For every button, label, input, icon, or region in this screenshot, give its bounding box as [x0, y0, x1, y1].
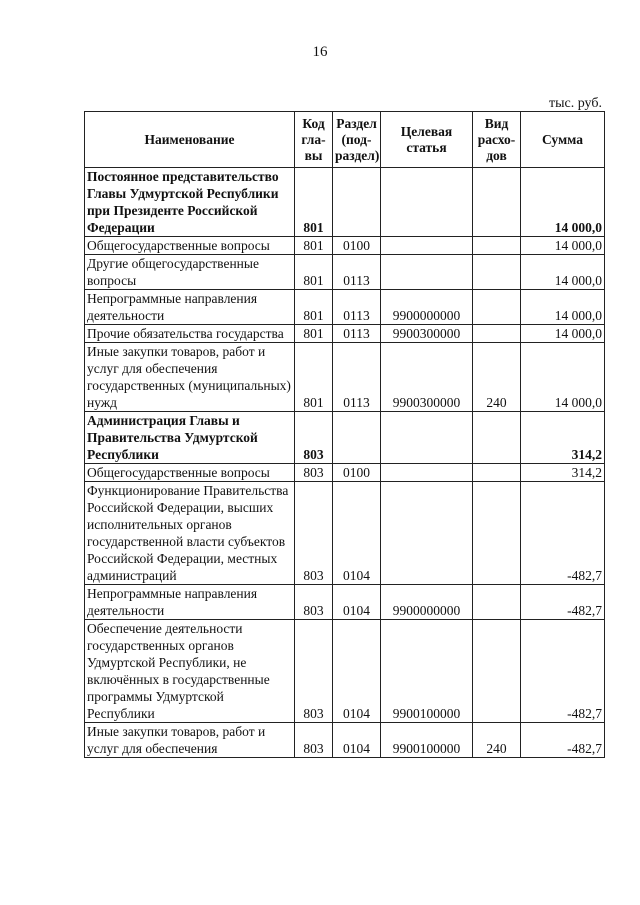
cell-target: 9900100000	[381, 620, 473, 723]
cell-target: 9900000000	[381, 290, 473, 325]
cell-name: Постоянное представительство Главы Удмуртской Республики при Президенте Российской Федерации	[85, 168, 295, 237]
table-row	[85, 343, 605, 412]
table-row	[85, 325, 605, 343]
cell-section: 0104	[333, 620, 381, 723]
cell-name: Другие общегосударственные вопросы	[85, 255, 295, 290]
cell-section: 0104	[333, 585, 381, 620]
cell-name: Функционирование Правительства Российской Федерации, высших исполнительных органов государственной власти субъектов Российской Федерации, местных администраций	[85, 482, 295, 585]
cell-target	[381, 255, 473, 290]
table-row	[85, 620, 605, 723]
cell-section	[333, 412, 381, 464]
header-expense-type: Вид расхо-дов	[473, 112, 521, 168]
cell-code: 801	[295, 255, 333, 290]
cell-section: 0113	[333, 290, 381, 325]
header-code: Код гла-вы	[295, 112, 333, 168]
cell-name: Администрация Главы и Правительства Удмуртской Республики	[85, 412, 295, 464]
cell-target: 9900300000	[381, 343, 473, 412]
cell-name: Непрограммные направления деятельности	[85, 585, 295, 620]
cell-section: 0104	[333, 723, 381, 758]
cell-code: 803	[295, 464, 333, 482]
cell-code: 801	[295, 325, 333, 343]
table-row	[85, 723, 605, 758]
cell-sum: 14 000,0	[521, 255, 605, 290]
cell-name: Иные закупки товаров, работ и услуг для обеспечения государственных (муниципальных) нужд	[85, 343, 295, 412]
cell-sum: 14 000,0	[521, 343, 605, 412]
cell-sum: 14 000,0	[521, 325, 605, 343]
cell-code: 803	[295, 723, 333, 758]
cell-expense-type	[473, 168, 521, 237]
cell-target	[381, 482, 473, 585]
cell-section: 0100	[333, 464, 381, 482]
cell-target	[381, 237, 473, 255]
cell-name: Общегосударственные вопросы	[85, 237, 295, 255]
header-target: Целевая статья	[381, 112, 473, 168]
cell-code: 801	[295, 290, 333, 325]
cell-expense-type	[473, 255, 521, 290]
cell-section: 0100	[333, 237, 381, 255]
cell-sum: -482,7	[521, 482, 605, 585]
cell-expense-type: 240	[473, 723, 521, 758]
cell-sum: -482,7	[521, 723, 605, 758]
cell-sum: 14 000,0	[521, 290, 605, 325]
cell-name: Общегосударственные вопросы	[85, 464, 295, 482]
table-row	[85, 168, 605, 237]
cell-code: 803	[295, 412, 333, 464]
table-body	[85, 168, 605, 758]
table-row	[85, 255, 605, 290]
header-name: Наименование	[85, 112, 295, 168]
table-row	[85, 290, 605, 325]
cell-expense-type	[473, 290, 521, 325]
cell-code: 803	[295, 482, 333, 585]
cell-target	[381, 412, 473, 464]
cell-name: Прочие обязательства государства	[85, 325, 295, 343]
table-header-row	[85, 112, 605, 168]
cell-sum: -482,7	[521, 585, 605, 620]
table-row	[85, 482, 605, 585]
cell-name: Иные закупки товаров, работ и услуг для обеспечения	[85, 723, 295, 758]
cell-target	[381, 168, 473, 237]
table-row	[85, 237, 605, 255]
cell-expense-type	[473, 325, 521, 343]
cell-sum: 314,2	[521, 412, 605, 464]
header-section: Раздел (под-раздел)	[333, 112, 381, 168]
cell-expense-type: 240	[473, 343, 521, 412]
cell-expense-type	[473, 585, 521, 620]
cell-sum: 14 000,0	[521, 168, 605, 237]
cell-expense-type	[473, 464, 521, 482]
cell-code: 801	[295, 237, 333, 255]
cell-section: 0113	[333, 343, 381, 412]
cell-code: 803	[295, 585, 333, 620]
table-row	[85, 585, 605, 620]
cell-expense-type	[473, 620, 521, 723]
cell-target: 9900100000	[381, 723, 473, 758]
cell-expense-type	[473, 412, 521, 464]
units-label: тыс. руб.	[549, 96, 602, 111]
header-sum: Сумма	[521, 112, 605, 168]
cell-section	[333, 168, 381, 237]
cell-code: 803	[295, 620, 333, 723]
cell-expense-type	[473, 482, 521, 585]
cell-section: 0113	[333, 255, 381, 290]
cell-code: 801	[295, 343, 333, 412]
cell-expense-type	[473, 237, 521, 255]
cell-section: 0104	[333, 482, 381, 585]
cell-code: 801	[295, 168, 333, 237]
cell-section: 0113	[333, 325, 381, 343]
cell-target	[381, 464, 473, 482]
cell-target: 9900300000	[381, 325, 473, 343]
cell-target: 9900000000	[381, 585, 473, 620]
table-row	[85, 464, 605, 482]
cell-name: Обеспечение деятельности государственных органов Удмуртской Республики, не включённых в государственные программы Удмуртской Республики	[85, 620, 295, 723]
cell-sum: -482,7	[521, 620, 605, 723]
cell-sum: 314,2	[521, 464, 605, 482]
cell-name: Непрограммные направления деятельности	[85, 290, 295, 325]
cell-sum: 14 000,0	[521, 237, 605, 255]
page-number: 16	[312, 44, 328, 60]
budget-table	[84, 111, 605, 758]
table-row	[85, 412, 605, 464]
